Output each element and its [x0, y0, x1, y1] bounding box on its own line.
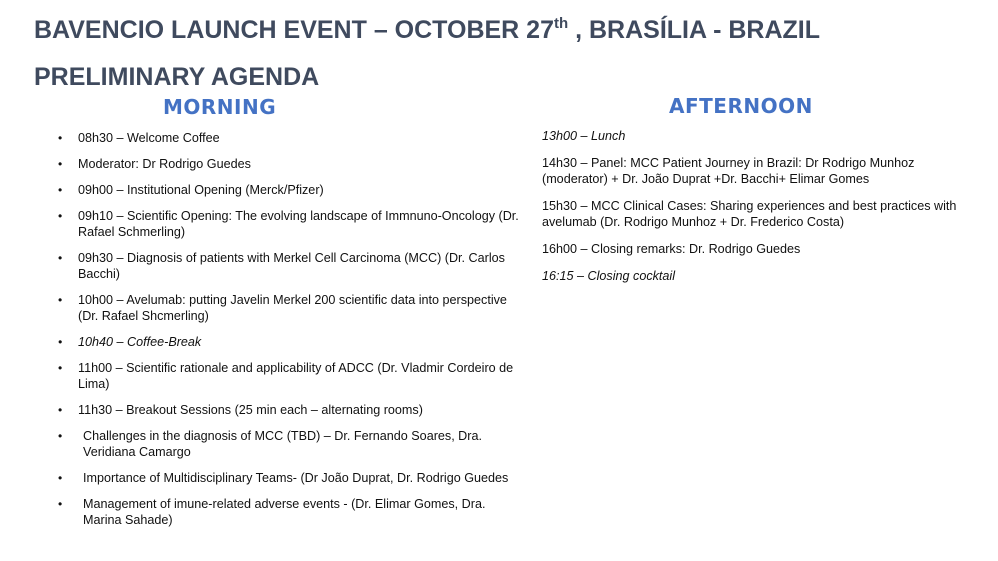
morning-agenda-item — [56, 250, 526, 282]
morning-item-text: Importance of Multidisciplinary Teams- (Dr João Duprat, Dr. Rodrigo Guedes — [83, 471, 509, 485]
bullet-icon: • — [58, 131, 63, 145]
morning-agenda-item — [56, 334, 526, 350]
afternoon-agenda-item: 13h00 – Lunch — [542, 129, 626, 143]
bullet-icon: • — [58, 251, 63, 265]
morning-item-text: 11h00 – Scientific rationale and applicability of ADCC (Dr. Vladmir Cordeiro de Lima) — [78, 361, 514, 391]
bullet-icon: • — [58, 429, 63, 443]
morning-agenda-item — [56, 496, 526, 528]
morning-agenda-item — [56, 208, 526, 240]
bullet-icon: • — [58, 209, 63, 223]
afternoon-heading: AFTERNOON — [669, 94, 813, 118]
morning-agenda-item — [56, 428, 526, 460]
morning-agenda-item — [56, 292, 526, 324]
bullet-icon: • — [58, 403, 63, 417]
morning-agenda-item — [56, 402, 526, 418]
afternoon-agenda-item: 14h30 – Panel: MCC Patient Journey in Brazil: Dr Rodrigo Munhoz (moderator) + Dr. João Duprat +Dr. Bacchi+ Elimar Gomes — [542, 156, 915, 186]
morning-item-text: 09h10 – Scientific Opening: The evolving landscape of Immnuno-Oncology (Dr. Rafael Schmerling) — [78, 209, 519, 239]
bullet-icon: • — [58, 497, 63, 511]
bullet-icon: • — [58, 361, 63, 375]
bullet-icon: • — [58, 471, 63, 485]
morning-item-text: Management of imune-related adverse events - (Dr. Elimar Gomes, Dra. Marina Sahade) — [83, 497, 486, 527]
morning-item-text: 11h30 – Breakout Sessions (25 min each – alternating rooms) — [78, 403, 423, 417]
morning-item-text: 09h30 – Diagnosis of patients with Merkel Cell Carcinoma (MCC) (Dr. Carlos Bacchi) — [78, 251, 505, 281]
morning-agenda-item — [56, 470, 526, 486]
bullet-icon: • — [58, 157, 63, 171]
title-rest: , BRASÍLIA - BRAZIL — [568, 16, 820, 44]
afternoon-agenda-item: 15h30 – MCC Clinical Cases: Sharing experiences and best practices with avelumab (Dr. Rodrigo Munhoz + Dr. Frederico Costa) — [542, 199, 957, 229]
morning-agenda-item — [56, 360, 526, 392]
morning-agenda-item — [56, 182, 526, 198]
morning-item-text: 09h00 – Institutional Opening (Merck/Pfizer) — [78, 183, 324, 197]
morning-agenda-item — [56, 156, 526, 172]
title-main: BAVENCIO LAUNCH EVENT – OCTOBER 27 — [34, 16, 554, 44]
bullet-icon: • — [58, 335, 63, 349]
afternoon-agenda-item: 16h00 – Closing remarks: Dr. Rodrigo Guedes — [542, 242, 801, 256]
morning-heading: MORNING — [163, 95, 277, 119]
morning-agenda-item — [56, 130, 526, 146]
morning-item-text: Moderator: Dr Rodrigo Guedes — [78, 157, 251, 171]
morning-item-text: 10h40 – Coffee-Break — [78, 335, 202, 349]
bullet-icon: • — [58, 183, 63, 197]
bullet-icon: • — [58, 293, 63, 307]
afternoon-agenda-list — [542, 128, 982, 295]
morning-item-text: Challenges in the diagnosis of MCC (TBD) – Dr. Fernando Soares, Dra. Veridiana Camargo — [83, 429, 482, 459]
morning-agenda-list — [56, 130, 526, 538]
slide-title — [34, 15, 820, 44]
morning-item-text: 08h30 – Welcome Coffee — [78, 131, 220, 145]
slide-subtitle: PRELIMINARY AGENDA — [34, 63, 320, 91]
morning-item-text: 10h00 – Avelumab: putting Javelin Merkel 200 scientific data into perspective (Dr. Rafael Shcmerling) — [78, 293, 507, 323]
afternoon-agenda-item: 16:15 – Closing cocktail — [542, 269, 676, 283]
title-superscript: th — [553, 15, 569, 32]
